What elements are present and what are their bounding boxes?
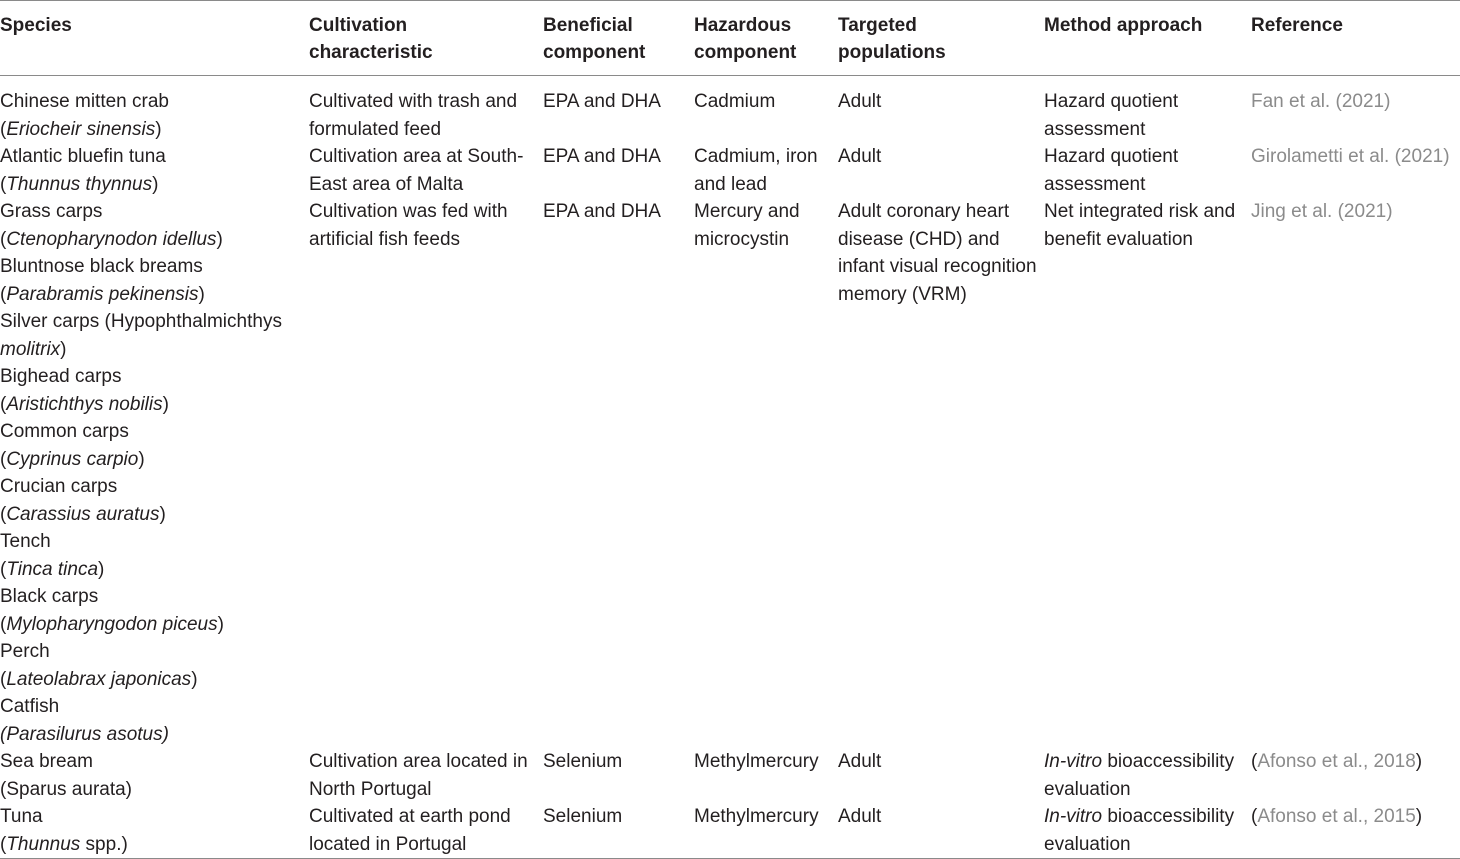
reference-link[interactable]: Girolametti et al. (2021) <box>1251 146 1450 167</box>
species-latin-line: (Aristichthys nobilis) <box>0 393 169 415</box>
cell-targeted: Adult <box>838 751 882 772</box>
species-latin-line: (Thunnus thynnus) <box>0 173 159 195</box>
species-entry <box>0 363 305 418</box>
header-species: Species <box>0 15 72 36</box>
species-latin-line: (Tinca tinca) <box>0 558 105 580</box>
table-row <box>0 198 1460 748</box>
reference-link[interactable]: Fan et al. (2021) <box>1251 91 1391 112</box>
cell-hazardous: Cadmium <box>694 91 776 112</box>
cell-method: Hazard quotient assessment <box>1044 146 1179 195</box>
species-entry <box>0 253 305 308</box>
cell-beneficial: Selenium <box>543 751 623 772</box>
species-latin-line: (Cyprinus carpio) <box>0 448 145 470</box>
table-row <box>0 803 1460 859</box>
cell-reference[interactable]: (Afonso et al., 2015) <box>1251 806 1423 827</box>
cell-targeted: Adult coronary heart disease (CHD) and infant visual recognition memory (VRM) <box>838 201 1037 305</box>
species-latin-line: (Parabramis pekinensis) <box>0 283 205 305</box>
species-latin-name: Thunnus thynnus <box>6 173 153 195</box>
species-latin-line: (Thunnus spp.) <box>0 833 128 855</box>
species-latin-line: (Ctenopharynodon idellus) <box>0 228 223 250</box>
cell-species <box>0 748 309 803</box>
cell-targeted: Adult <box>838 146 882 167</box>
cell-hazardous: Mercury and microcystin <box>694 201 800 250</box>
reference-link[interactable]: Afonso et al., 2018 <box>1257 751 1416 772</box>
species-entry <box>0 143 305 198</box>
species-common-name: Crucian carps <box>0 476 118 497</box>
species-entry <box>0 418 305 473</box>
cell-hazardous: Cadmium, iron and lead <box>694 146 818 195</box>
species-entry <box>0 528 305 583</box>
species-common-name: Perch <box>0 641 50 662</box>
species-entry <box>0 693 305 748</box>
species-latin-line: (Mylopharyngodon piceus) <box>0 613 224 635</box>
cell-method: In-vitro bioaccessibility evaluation <box>1044 806 1235 855</box>
species-latin-line: (Eriocheir sinensis) <box>0 118 162 140</box>
cell-beneficial: EPA and DHA <box>543 146 661 167</box>
cell-species <box>0 198 309 748</box>
species-common-name: Sea bream <box>0 751 93 772</box>
species-entry <box>0 198 305 253</box>
cell-cultivation: Cultivation area located in North Portugal <box>309 751 528 800</box>
species-latin-line: (Carassius auratus) <box>0 503 166 525</box>
species-common-name: Catfish <box>0 696 60 717</box>
cell-cultivation: Cultivated with trash and formulated feed <box>309 91 518 140</box>
species-latin-name: molitrix <box>0 338 61 360</box>
species-latin-name: Carassius auratus <box>6 503 160 525</box>
species-latin-name: Eriocheir sinensis <box>6 118 156 140</box>
species-common-name: Chinese mitten crab <box>0 91 169 112</box>
species-common-name: Atlantic bluefin tuna <box>0 146 166 167</box>
species-entry <box>0 88 305 143</box>
species-latin-name: Lateolabrax japonicas <box>6 668 192 690</box>
species-latin-line: molitrix) <box>0 338 67 360</box>
cell-reference[interactable] <box>1251 76 1460 144</box>
cell-cultivation: Cultivated at earth pond located in Portugal <box>309 806 511 855</box>
cell-method: In-vitro bioaccessibility evaluation <box>1044 751 1235 800</box>
table-header <box>0 1 1460 76</box>
species-latin-name: Thunnus <box>6 833 81 855</box>
species-entry <box>0 803 305 858</box>
cell-reference[interactable]: (Afonso et al., 2018) <box>1251 751 1423 772</box>
species-common-name: Silver carps (Hypophthalmichthys <box>0 311 282 332</box>
species-common-name: Tuna <box>0 806 43 827</box>
table-row <box>0 143 1460 198</box>
header-beneficial: Beneficial component <box>543 15 646 63</box>
species-latin-name: Parabramis pekinensis <box>6 283 199 305</box>
species-latin-name: Aristichthys nobilis <box>6 393 163 415</box>
cell-cultivation: Cultivation area at South-East area of Malta <box>309 146 524 195</box>
species-entry <box>0 308 305 363</box>
cell-hazardous: Methylmercury <box>694 806 819 827</box>
cell-cultivation: Cultivation was fed with artificial fish feeds <box>309 201 508 250</box>
cell-reference[interactable] <box>1251 198 1460 748</box>
cell-targeted: Adult <box>838 91 882 112</box>
header-hazardous: Hazardous component <box>694 15 797 63</box>
species-common-name: Bluntnose black breams <box>0 256 203 277</box>
reference-link[interactable]: Jing et al. (2021) <box>1251 201 1393 222</box>
cell-targeted: Adult <box>838 806 882 827</box>
cell-method: Net integrated risk and benefit evaluation <box>1044 201 1236 250</box>
species-latin-line: (Lateolabrax japonicas) <box>0 668 198 690</box>
species-common-name: Grass carps <box>0 201 103 222</box>
species-entry <box>0 748 305 803</box>
cell-species <box>0 143 309 198</box>
cell-reference[interactable] <box>1251 143 1460 198</box>
species-latin-name: Tinca tinca <box>6 558 99 580</box>
species-entry <box>0 638 305 693</box>
table-row <box>0 748 1460 803</box>
reference-link[interactable]: Afonso et al., 2015 <box>1257 806 1416 827</box>
species-latin-line: (Sparus aurata) <box>0 778 133 800</box>
cell-beneficial: Selenium <box>543 806 623 827</box>
species-latin-name: Mylopharyngodon piceus <box>6 613 218 635</box>
species-common-name: Common carps <box>0 421 129 442</box>
species-latin-name: (Parasilurus asotus) <box>0 723 169 745</box>
header-targeted: Targeted populations <box>838 15 946 63</box>
header-method: Method approach <box>1044 15 1203 36</box>
species-common-name: Bighead carps <box>0 366 122 387</box>
species-latin-line <box>0 721 305 749</box>
table-row <box>0 76 1460 144</box>
cell-method: Hazard quotient assessment <box>1044 91 1179 140</box>
species-common-name: Tench <box>0 531 51 552</box>
species-entry <box>0 583 305 638</box>
header-row <box>0 1 1460 76</box>
cell-species <box>0 803 309 859</box>
species-entry <box>0 473 305 528</box>
species-latin-name: Cyprinus carpio <box>6 448 139 470</box>
header-cultivation: Cultivation characteristic <box>309 15 433 63</box>
cell-species <box>0 76 309 144</box>
cell-beneficial: EPA and DHA <box>543 91 661 112</box>
header-reference: Reference <box>1251 15 1343 36</box>
species-common-name: Black carps <box>0 586 99 607</box>
species-latin-name: Ctenopharynodon idellus <box>6 228 217 250</box>
cell-hazardous: Methylmercury <box>694 751 819 772</box>
table-body <box>0 76 1460 859</box>
cell-beneficial: EPA and DHA <box>543 201 661 222</box>
